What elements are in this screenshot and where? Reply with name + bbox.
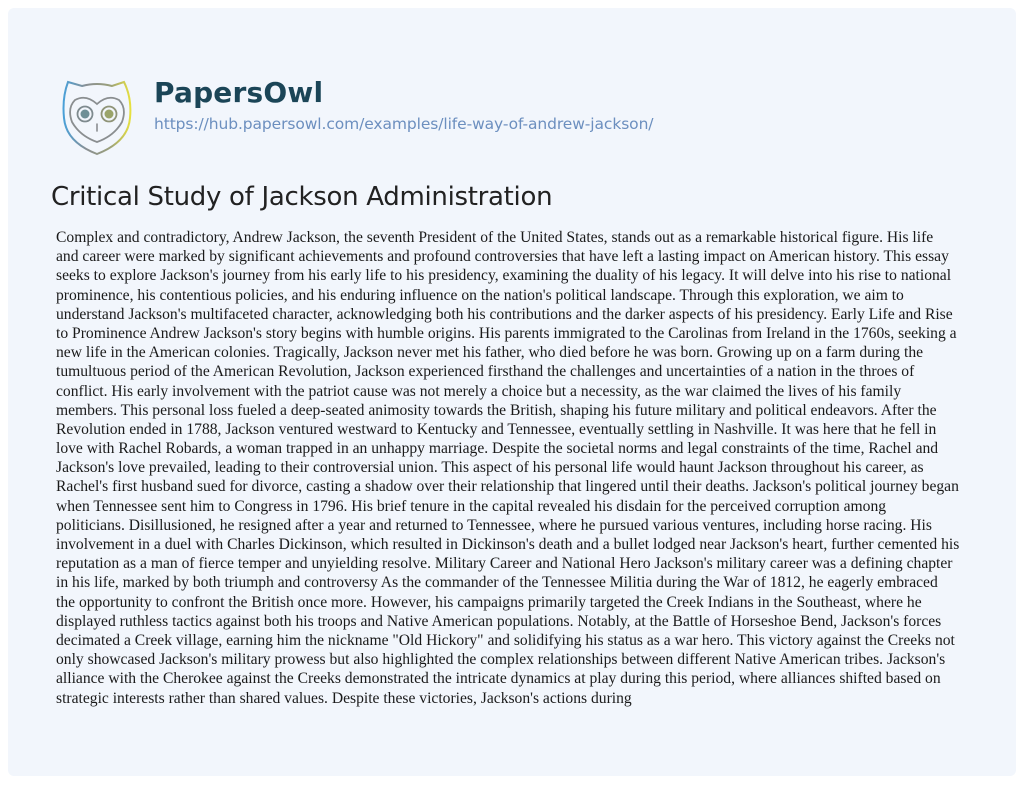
document-body (56, 228, 1016, 708)
body-line: tumultuous period of the American Revolution, Jackson experienced firsthand the challenges and uncertainties of a nation in the throes of (56, 363, 915, 381)
document-title: Critical Study of Jackson Administration (51, 182, 553, 212)
brand-block (154, 76, 653, 135)
body-line: love with Rachel Robards, a woman trapped in an unhappy marriage. Despite the societal norms and legal constraints of the time, Rachel and (56, 440, 939, 458)
body-line: understand Jackson's multifaceted character, acknowledging both his contributions and the darker aspects of his presidency. Early Life and Rise (56, 305, 953, 323)
body-line: politicians. Disillusioned, he resigned after a year and returned to Tennessee, where he pursued various ventures, including horse racing. His (56, 516, 932, 534)
body-line: reputation as a man of fierce temper and unyielding resolve. Military Career and National Hero Jackson's military career was a defining chapter (56, 555, 953, 573)
body-line: Revolution ended in 1788, Jackson ventured westward to Kentucky and Tennessee, eventually settling in Nashville. It was here that he fell in (56, 420, 937, 438)
owl-icon (58, 76, 136, 158)
body-line: strategic interests rather than shared values. Despite these victories, Jackson's actions during (56, 689, 632, 707)
body-line: new life in the American colonies. Tragically, Jackson never met his father, who died before he was born. Growing up on a farm during the (56, 344, 924, 362)
body-line: prominence, his contentious policies, and his enduring influence on the nation's political landscape. Through this exploration, we aim to (56, 286, 904, 304)
body-line: and career were marked by significant achievements and profound controversies that have left a lasting impact on American history. This essay (56, 248, 949, 266)
body-line: conflict. His early involvement with the patriot cause was not merely a choice but a necessity, as the war claimed the lives of his family (56, 382, 902, 400)
body-line: to Prominence Andrew Jackson's story begins with humble origins. His parents immigrated to the Carolinas from Ireland in the 1760s, seeking a (56, 324, 957, 342)
body-line: seeks to explore Jackson's journey from his early life to his presidency, examining the duality of his legacy. It will delve into his rise to national (56, 267, 952, 285)
body-line: involvement in a duel with Charles Dickinson, which resulted in Dickinson's death and a bullet lodged near Jackson's heart, further cemented his (56, 536, 960, 553)
body-line: in his life, marked by both triumph and controversy As the commander of the Tennessee Militia during the War of 1812, he eagerly embraced (56, 574, 938, 592)
body-line: alliance with the Cherokee against the Creeks demonstrated the intricate dynamics at play during this period, where alliances shifted based on (56, 670, 941, 688)
body-line: displayed ruthless tactics against both his troops and Native American populations. Notably, at the Battle of Horseshoe Bend, Jackson's forces (56, 612, 942, 630)
body-line: Rachel's first husband sued for divorce, casting a shadow over their relationship that lingered until their deaths. Jackson's political journey began (56, 478, 959, 496)
body-line: members. This personal loss fueled a deep-seated animosity towards the British, shaping his future military and political endeavors. After the (56, 401, 937, 419)
body-line: when Tennessee sent him to Congress in 1796. His brief tenure in the capital revealed his disdain for the perceived corruption among (56, 497, 887, 515)
page-url[interactable]: https://hub.papersowl.com/examples/life-way-of-andrew-jackson/ (154, 115, 654, 133)
site-header (58, 76, 653, 156)
brand-name[interactable]: PapersOwl (154, 76, 324, 109)
body-line: the opportunity to confront the British once more. However, his campaigns primarily targeted the Creek Indians in the Southeast, where he (56, 593, 922, 611)
body-line: decimated a Creek village, earning him the nickname "Old Hickory" and solidifying his status as a war hero. This victory against the Creeks not (56, 631, 955, 649)
body-line: Jackson's love prevailed, leading to their controversial union. This aspect of his personal life would haunt Jackson throughout his career, as (56, 459, 924, 477)
body-line: Complex and contradictory, Andrew Jackson, the seventh President of the United States, stands out as a remarkable historical figure. His life (56, 229, 934, 246)
page-panel (8, 8, 1016, 776)
body-line: only showcased Jackson's military prowess but also highlighted the complex relationships between different Native American tribes. Jackson's (56, 651, 946, 669)
